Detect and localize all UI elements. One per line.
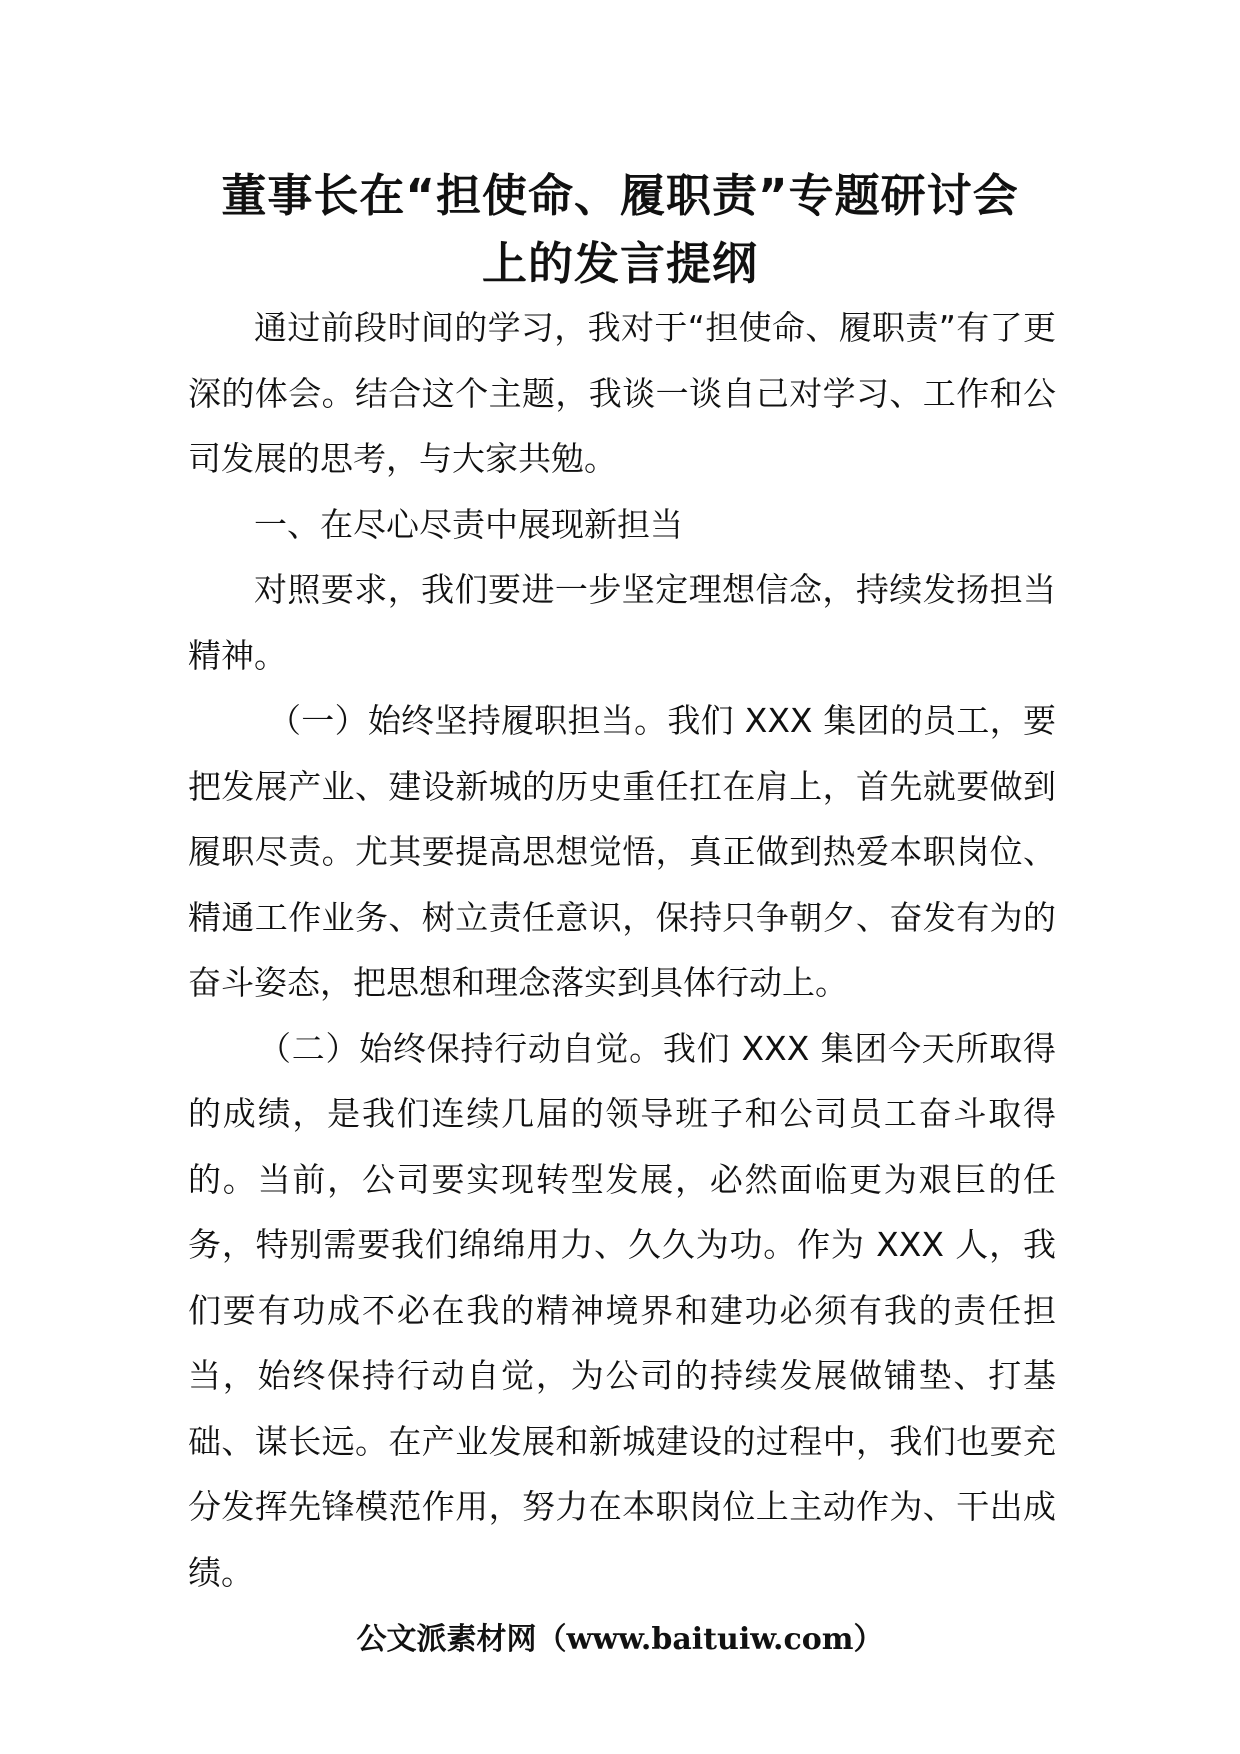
- paragraph-intro: 通过前段时间的学习，我对于“担使命、履职责”有了更深的体会。结合这个主题，我谈一谈自己对学习、工作和公司发展的思考，与大家共勉。: [188, 308, 1056, 478]
- document-title: [0, 162, 1240, 298]
- paragraph-subpoint-2: （二）始终保持行动自觉。我们 XXX 集团今天所取得的成绩，是我们连续几届的领导班子和公司员工奋斗取得的。当前，公司要实现转型发展，必然面临更为艰巨的任务，特别需要我们绵绵用力、久久为功。作为 XXX 人，我们要有功成不必在我的精神境界和建功必须有我的责任担当，始终保持行动自觉，为公司的持续发展做铺垫、打基础、谋长远。在产业发展和新城建设的过程中，我们也要充分发挥先锋模范作用，努力在本职岗位上主动作为、干出成绩。: [188, 1028, 1056, 1592]
- paragraph-subpoint-1: （一）始终坚持履职担当。我们 XXX 集团的员工，要把发展产业、建设新城的历史重任扛在肩上，首先就要做到履职尽责。尤其要提高思想觉悟，真正做到热爱本职岗位、精通工作业务、树立责任意识，保持只争朝夕、奋发有为的奋斗姿态，把思想和理念落实到具体行动上。: [188, 701, 1056, 1002]
- title-line-1: 董事长在“担使命、履职责”专题研讨会: [221, 169, 1019, 222]
- document-body: [188, 295, 1056, 1605]
- paragraph-section-1-intro: 对照要求，我们要进一步坚定理想信念，持续发扬担当精神。: [188, 570, 1056, 675]
- title-line-2: 上的发言提纲: [481, 237, 758, 290]
- section-heading-1: 一、在尽心尽责中展现新担当: [254, 504, 683, 544]
- footer-watermark: 公文派素材网（www.baituiw.com）: [356, 1622, 884, 1657]
